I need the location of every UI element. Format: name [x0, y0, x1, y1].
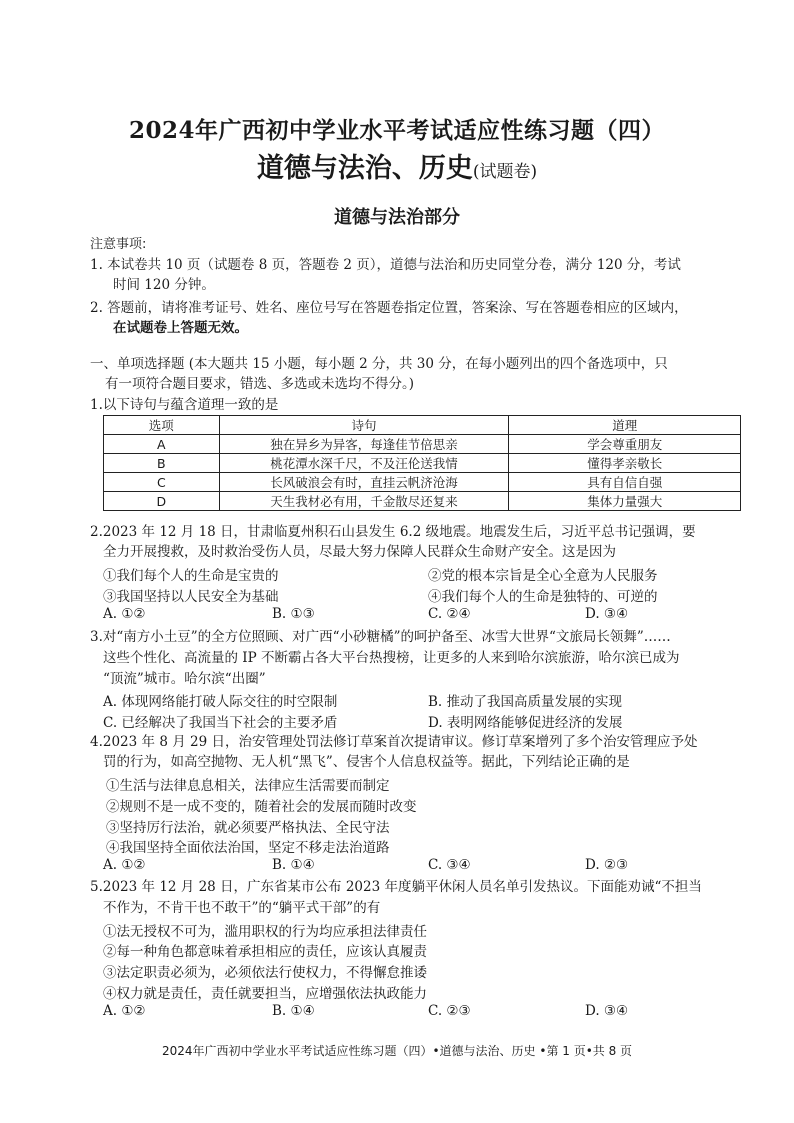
q1-table: [103, 415, 741, 511]
q1-stem: 1.以下诗句与蕴含道理一致的是: [90, 397, 279, 413]
q2-statement-3: ③我国坚持以人民安全为基础: [103, 589, 279, 605]
q3-option-c: C. 已经解决了我国当下社会的主要矛盾: [103, 715, 338, 731]
q5-statement-3: ③法定职责必须为，必须依法行使权力，不得懈怠推诿: [103, 965, 427, 981]
page-footer: 2024年广西初中学业水平考试适应性练习题（四）•道德与法治、历史 •第 1 页•共 8 页: [161, 1044, 633, 1058]
q2-statement-1: ①我们每个人的生命是宝贵的: [103, 568, 279, 584]
q4-option-b: B. ①④: [272, 857, 315, 873]
q1-header-option: 选项: [104, 416, 220, 435]
q3-stem-line-2: 这些个性化、高流量的 IP 不断霸占各大平台热搜榜，让更多的人来到哈尔滨旅游，哈尔滨已成为: [103, 650, 680, 666]
q1-header-principle: 道理: [509, 416, 741, 435]
note-2-line-2: 在试题卷上答题无效。: [113, 320, 248, 336]
q4-statement-1: ①生活与法律息息相关，法律应生活需要而制定: [106, 778, 390, 794]
q1-header-poem: 诗句: [219, 416, 509, 435]
subject-name: 道德与法治、历史: [256, 153, 473, 184]
table-row: [104, 473, 741, 492]
part1-heading-line-1: 一、单项选择题 (本大题共 15 小题，每小题 2 分，共 30 分，在每小题列出的四个备选项中，只: [90, 356, 668, 372]
q2-option-b: B. ①③: [272, 606, 315, 622]
notes-heading: 注意事项:: [90, 237, 147, 252]
q5-option-c: C. ②③: [428, 1003, 471, 1019]
q4-statement-3: ③坚持厉行法治，就必须要严格执法、全民守法: [106, 820, 390, 836]
q2-statement-2: ②党的根本宗旨是全心全意为人民服务: [428, 568, 658, 584]
q2-stem-line-2: 全力开展搜救，及时救治受伤人员，尽最大努力保障人民群众生命财产安全。这是因为: [103, 544, 616, 560]
q3-stem-line-3: “顶流”城市。哈尔滨“出圈”: [103, 671, 266, 687]
note-1-line-1: 1. 本试卷共 10 页（试题卷 8 页，答题卷 2 页），道德与法治和历史同堂分卷，满分 120 分，考试: [90, 257, 681, 273]
section-title: 道德与法治部分: [334, 207, 460, 228]
q5-statement-4: ④权力就是责任，责任就要担当，应增强依法执政能力: [103, 986, 427, 1002]
q3-option-a: A. 体现网络能打破人际交往的时空限制: [103, 694, 338, 710]
q4-stem-line-1: 4.2023 年 8 月 29 日，治安管理处罚法修订草案首次提请审议。修订草案增列了多个治安管理应予处: [90, 734, 698, 750]
q4-option-d: D. ②③: [585, 857, 629, 873]
exam-subject-title: [0, 146, 794, 185]
q1-cell: B: [104, 454, 220, 473]
q5-option-b: B. ①④: [272, 1003, 315, 1019]
q4-stem-line-2: 罚的行为，如高空抛物、无人机“黑飞”、侵害个人信息权益等。据此，下列结论正确的是: [103, 754, 630, 770]
paper-type: (试题卷): [472, 162, 538, 182]
q1-cell: 集体力量强大: [509, 492, 741, 511]
q1-cell: D: [104, 492, 220, 511]
q2-stem-line-1: 2.2023 年 12 月 18 日，甘肃临夏州积石山县发生 6.2 级地震。地震发生后，习近平总书记强调，要: [90, 524, 696, 540]
q2-option-c: C. ②④: [428, 606, 471, 622]
q1-cell: C: [104, 473, 220, 492]
q5-stem-line-2: 不作为，不肯干也不敢干”的“躺平式干部”的有: [103, 900, 381, 916]
part1-heading-line-2: 有一项符合题目要求，错选、多选或未选均不得分。): [105, 376, 415, 392]
note-2-line-1: 2. 答题前，请将准考证号、姓名、座位号写在答题卷指定位置，答案涂、写在答题卷相应的区域内，: [90, 300, 688, 316]
q4-option-a: A. ①②: [103, 857, 146, 873]
note-1-line-2: 时间 120 分钟。: [113, 277, 215, 293]
q4-statement-2: ②规则不是一成不变的，随着社会的发展而随时改变: [106, 799, 417, 815]
q5-statement-2: ②每一种角色都意味着承担相应的责任，应该认真履责: [103, 944, 427, 960]
q1-cell: 学会尊重朋友: [509, 435, 741, 454]
q2-option-a: A. ①②: [103, 606, 146, 622]
q3-stem-line-1: 3.对“南方小土豆”的全方位照顾、对广西“小砂糖橘”的呵护备至、冰雪大世界“文旅局长领舞”……: [90, 629, 671, 645]
q5-option-d: D. ③④: [585, 1003, 629, 1019]
q1-cell: A: [104, 435, 220, 454]
q1-cell: 独在异乡为异客，每逢佳节倍思亲: [219, 435, 509, 454]
q3-option-d: D. 表明网络能够促进经济的发展: [428, 715, 623, 731]
q1-cell: 桃花潭水深千尺，不及汪伦送我情: [219, 454, 509, 473]
q4-option-c: C. ③④: [428, 857, 471, 873]
q5-statement-1: ①法无授权不可为，滥用职权的行为均应承担法律责任: [103, 924, 427, 940]
q5-option-a: A. ①②: [103, 1003, 146, 1019]
table-row: [104, 454, 741, 473]
q4-statement-4: ④我国坚持全面依法治国，坚定不移走法治道路: [106, 840, 390, 856]
q2-option-d: D. ③④: [585, 606, 629, 622]
q1-cell: 天生我材必有用，千金散尽还复来: [219, 492, 509, 511]
table-row: [104, 492, 741, 511]
q1-cell: 具有自信自强: [509, 473, 741, 492]
q1-cell: 懂得孝亲敬长: [509, 454, 741, 473]
table-row: [104, 435, 741, 454]
q2-statement-4: ④我们每个人的生命是独特的、可逆的: [428, 589, 658, 605]
exam-title: 2024年广西初中学业水平考试适应性练习题（四）: [128, 117, 665, 144]
q1-table-header: [104, 416, 741, 435]
q5-stem-line-1: 5.2023 年 12 月 28 日，广东省某市公布 2023 年度躺平休闲人员名单引发热议。下面能劝诫“不担当: [90, 879, 702, 895]
q1-cell: 长风破浪会有时，直挂云帆济沧海: [219, 473, 509, 492]
q3-option-b: B. 推动了我国高质量发展的实现: [428, 694, 623, 710]
